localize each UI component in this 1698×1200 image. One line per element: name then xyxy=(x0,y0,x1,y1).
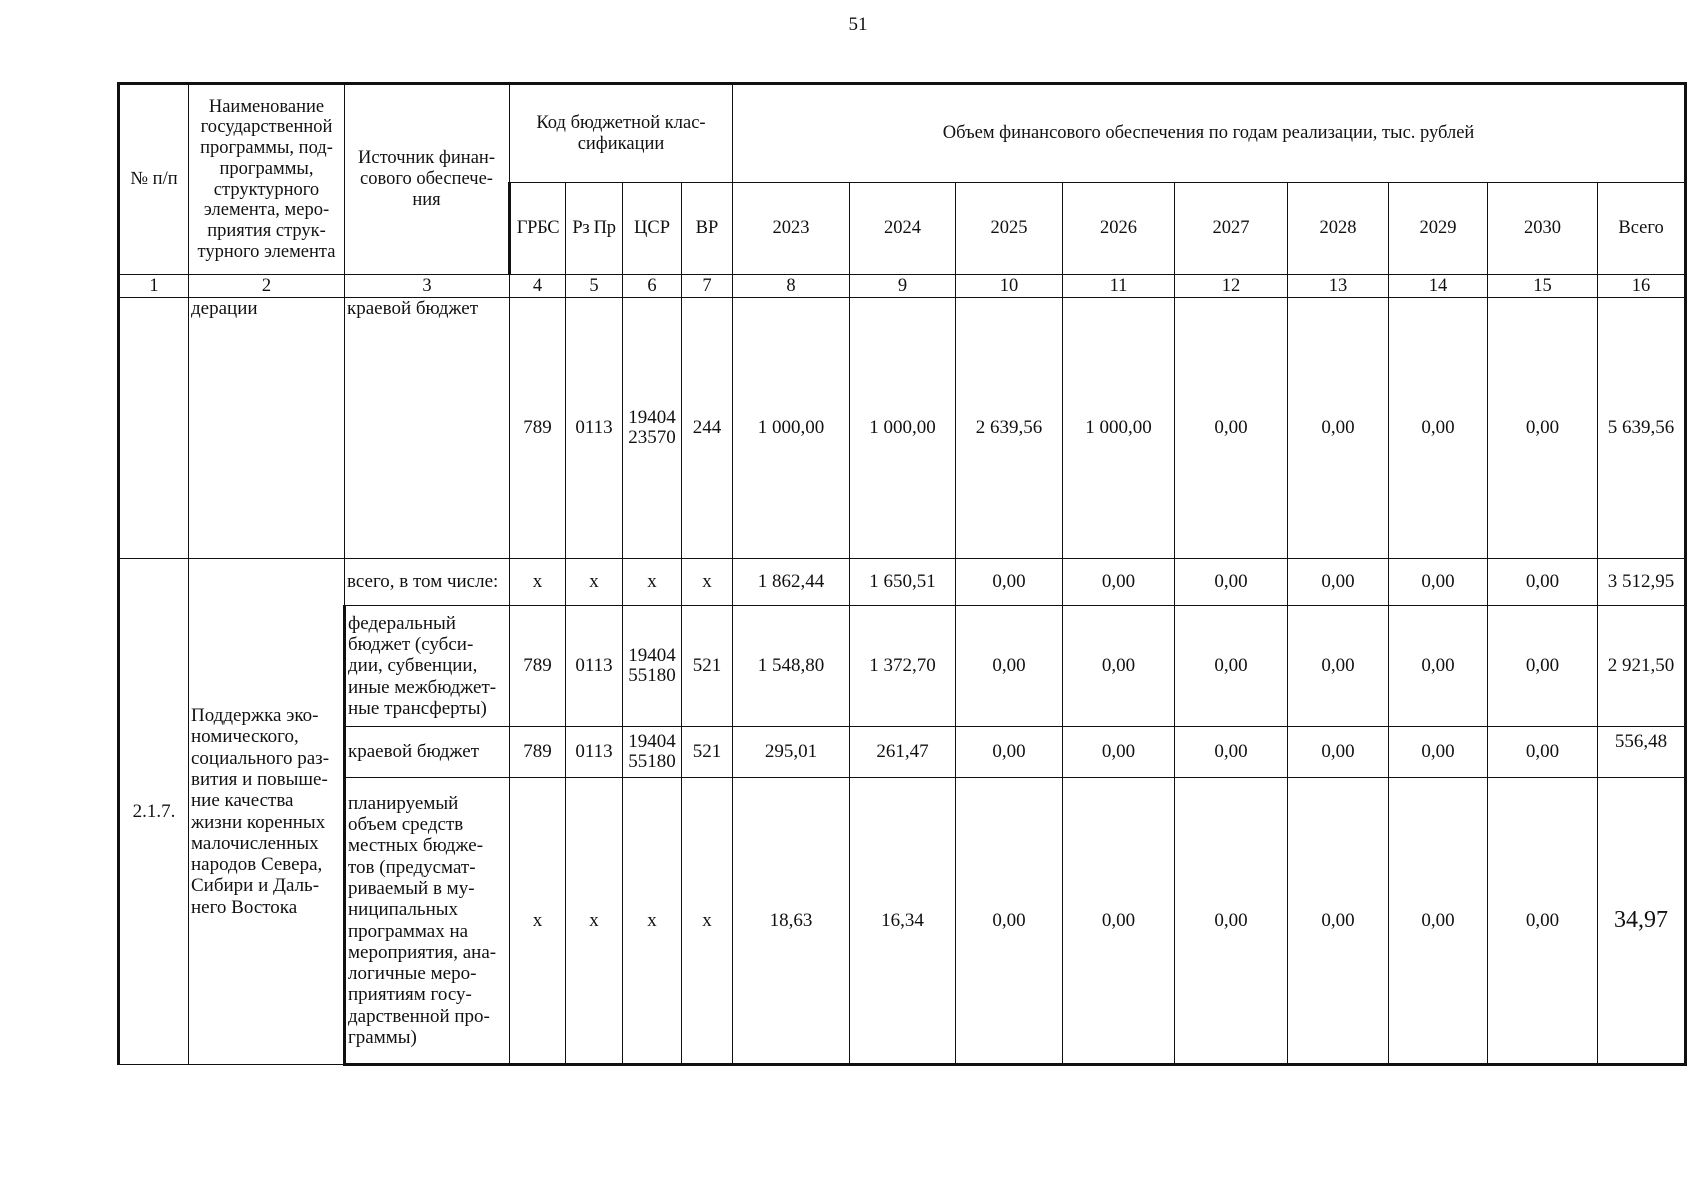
value-cell: 1 548,80 xyxy=(733,606,850,727)
column-number: 4 xyxy=(510,275,566,298)
value-cell: 0,00 xyxy=(1488,559,1598,606)
funding-source-cell: всего, в том числе: xyxy=(345,559,510,606)
value-cell: 0,00 xyxy=(1488,298,1598,559)
rzpr-cell: 0113 xyxy=(566,606,623,727)
column-number: 14 xyxy=(1389,275,1488,298)
value-cell: 261,47 xyxy=(850,727,956,778)
column-number: 3 xyxy=(345,275,510,298)
value-cell: 0,00 xyxy=(1288,727,1389,778)
column-number: 8 xyxy=(733,275,850,298)
header-year-2030: 2030 xyxy=(1488,183,1598,275)
header-name: Наименование государственной программы, под-программы, структурного элемента, меро-приятия струк-турного элемента xyxy=(189,84,345,275)
header-year-2026: 2026 xyxy=(1063,183,1175,275)
csr-part: 19404 xyxy=(628,645,676,667)
value-cell: 1 650,51 xyxy=(850,559,956,606)
rzpr-cell: х xyxy=(566,778,623,1065)
header-num: № п/п xyxy=(119,84,189,275)
header-year-2023: 2023 xyxy=(733,183,850,275)
value-cell: 0,00 xyxy=(1063,559,1175,606)
value-cell: 0,00 xyxy=(956,727,1063,778)
table-row xyxy=(119,559,1686,606)
header-source: Источник финан-сового обеспече-ния xyxy=(345,84,510,275)
value-cell: 0,00 xyxy=(1488,778,1598,1065)
header-code-group: Код бюджетной клас-сификации xyxy=(510,84,733,183)
csr-cell: х xyxy=(623,559,682,606)
column-number: 15 xyxy=(1488,275,1598,298)
column-number: 9 xyxy=(850,275,956,298)
csr-part: 19404 xyxy=(628,407,676,429)
column-number: 10 xyxy=(956,275,1063,298)
value-cell: 0,00 xyxy=(1488,606,1598,727)
value-cell: 0,00 xyxy=(1488,727,1598,778)
program-name-cell: Поддержка эко-номического, социального раз-вития и повыше-ние качества жизни коренных малочисленных народов Севера, Сибири и Даль-него Востока xyxy=(189,559,345,1065)
value-cell: 0,00 xyxy=(956,778,1063,1065)
csr-cell: х xyxy=(623,778,682,1065)
total-cell: 2 921,50 xyxy=(1598,606,1686,727)
column-number: 11 xyxy=(1063,275,1175,298)
csr-cell xyxy=(623,298,682,559)
value-cell: 0,00 xyxy=(1288,778,1389,1065)
grbs-cell: 789 xyxy=(510,606,566,727)
grbs-cell: х xyxy=(510,559,566,606)
value-cell: 1 000,00 xyxy=(733,298,850,559)
value-cell: 1 000,00 xyxy=(850,298,956,559)
grbs-cell: 789 xyxy=(510,727,566,778)
column-number: 2 xyxy=(189,275,345,298)
vr-cell: х xyxy=(682,778,733,1065)
value-cell: 0,00 xyxy=(1175,727,1288,778)
value-cell: 1 862,44 xyxy=(733,559,850,606)
page-number: 51 xyxy=(848,14,868,35)
vr-cell: 244 xyxy=(682,298,733,559)
vr-cell: 521 xyxy=(682,606,733,727)
total-cell: 556,48 xyxy=(1598,727,1686,778)
row-number-cell: 2.1.7. xyxy=(119,559,189,1065)
header-year-2028: 2028 xyxy=(1288,183,1389,275)
csr-part: 19404 xyxy=(628,731,676,753)
value-cell: 2 639,56 xyxy=(956,298,1063,559)
total-cell: 5 639,56 xyxy=(1598,298,1686,559)
table-row xyxy=(119,606,1686,727)
grbs-cell: 789 xyxy=(510,298,566,559)
value-cell: 0,00 xyxy=(1389,298,1488,559)
column-number: 13 xyxy=(1288,275,1389,298)
header-vr: ВР xyxy=(682,183,733,275)
total-cell: 34,97 xyxy=(1598,778,1686,1065)
header-year-2029: 2029 xyxy=(1389,183,1488,275)
column-number: 12 xyxy=(1175,275,1288,298)
header-year-2025: 2025 xyxy=(956,183,1063,275)
header-total: Всего xyxy=(1598,183,1686,275)
header-year-2024: 2024 xyxy=(850,183,956,275)
funding-source-cell: краевой бюджет xyxy=(345,298,510,559)
value-cell: 0,00 xyxy=(1288,559,1389,606)
header-rzpr: Рз Пр xyxy=(566,183,623,275)
value-cell: 0,00 xyxy=(956,559,1063,606)
value-cell: 0,00 xyxy=(1389,606,1488,727)
csr-part: 55180 xyxy=(628,665,676,686)
csr-cell xyxy=(623,606,682,727)
table-row xyxy=(119,778,1686,1065)
value-cell: 1 372,70 xyxy=(850,606,956,727)
csr-cell xyxy=(623,727,682,778)
row-number-cell xyxy=(119,298,189,559)
header-csr: ЦСР xyxy=(623,183,682,275)
value-cell: 0,00 xyxy=(1389,778,1488,1065)
table-row xyxy=(119,727,1686,778)
value-cell: 0,00 xyxy=(1063,727,1175,778)
budget-table xyxy=(117,82,1687,1066)
csr-part: 55180 xyxy=(628,751,676,772)
value-cell: 0,00 xyxy=(1288,606,1389,727)
value-cell: 0,00 xyxy=(1063,606,1175,727)
value-cell: 0,00 xyxy=(1389,727,1488,778)
value-cell: 18,63 xyxy=(733,778,850,1065)
value-cell: 295,01 xyxy=(733,727,850,778)
value-cell: 0,00 xyxy=(956,606,1063,727)
vr-cell: 521 xyxy=(682,727,733,778)
column-number: 7 xyxy=(682,275,733,298)
value-cell: 0,00 xyxy=(1389,559,1488,606)
column-number: 16 xyxy=(1598,275,1686,298)
funding-source-cell: планируемый объем средств местных бюдже-тов (предусмат-риваемый в му-ниципальных программах на мероприятия, ана-логичные меро-приятиям госу-дарственной про-граммы) xyxy=(345,778,510,1065)
value-cell: 0,00 xyxy=(1288,298,1389,559)
value-cell: 16,34 xyxy=(850,778,956,1065)
value-cell: 0,00 xyxy=(1175,559,1288,606)
column-number: 1 xyxy=(119,275,189,298)
rzpr-cell: 0113 xyxy=(566,727,623,778)
value-cell: 1 000,00 xyxy=(1063,298,1175,559)
header-volume-group: Объем финансового обеспечения по годам реализации, тыс. рублей xyxy=(733,84,1686,183)
column-number: 6 xyxy=(623,275,682,298)
grbs-cell: х xyxy=(510,778,566,1065)
column-number: 5 xyxy=(566,275,623,298)
table-row xyxy=(119,298,1686,559)
funding-source-cell: федеральный бюджет (субси-дии, субвенции, иные межбюджет-ные трансферты) xyxy=(345,606,510,727)
header-year-2027: 2027 xyxy=(1175,183,1288,275)
total-cell: 3 512,95 xyxy=(1598,559,1686,606)
value-cell: 0,00 xyxy=(1175,778,1288,1065)
program-name-cell: дерации xyxy=(189,298,345,559)
rzpr-cell: 0113 xyxy=(566,298,623,559)
funding-source-cell: краевой бюджет xyxy=(345,727,510,778)
value-cell: 0,00 xyxy=(1063,778,1175,1065)
vr-cell: х xyxy=(682,559,733,606)
header-grbs: ГРБС xyxy=(510,183,566,275)
csr-part: 23570 xyxy=(628,427,676,448)
value-cell: 0,00 xyxy=(1175,298,1288,559)
rzpr-cell: х xyxy=(566,559,623,606)
value-cell: 0,00 xyxy=(1175,606,1288,727)
